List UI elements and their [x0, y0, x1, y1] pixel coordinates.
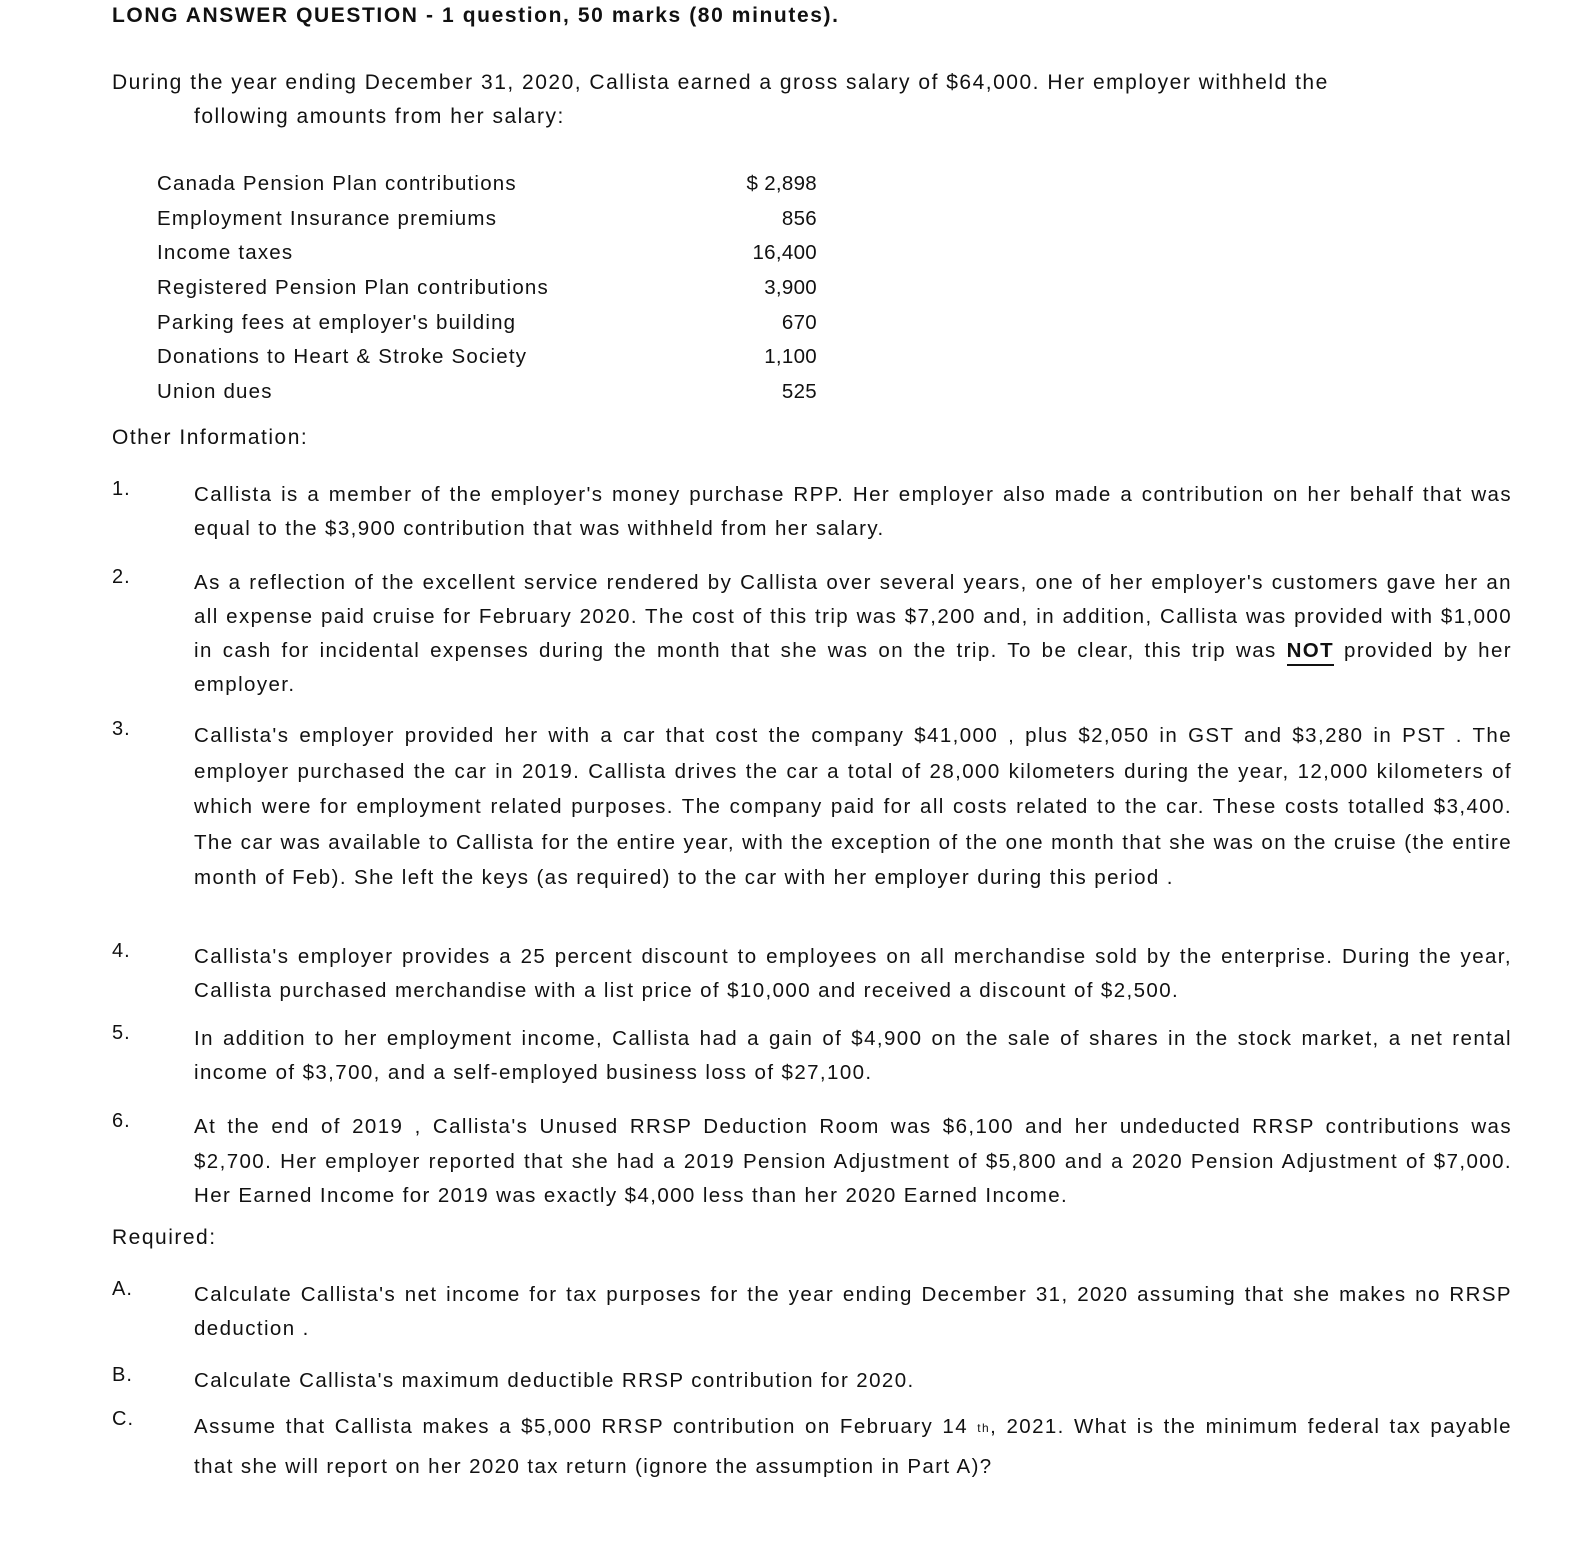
- item-text-part: , 2021. What is the minimum federal tax payable that she will report on her 2020 tax return (ignore the assumption in Part A)?: [194, 1415, 1512, 1478]
- required-label: Required:: [112, 1226, 217, 1249]
- item-text-part: Assume that Callista makes a $5,000 RRSP contribution on February 14: [194, 1415, 978, 1438]
- withholding-row: [157, 239, 817, 274]
- withholding-amount: 16,400: [752, 241, 817, 265]
- other-information-label: Other Information:: [112, 426, 309, 449]
- withholdings-table: [157, 170, 817, 413]
- item-letter: B.: [112, 1364, 133, 1386]
- withholding-amount: 525: [781, 380, 817, 404]
- item-letter: A.: [112, 1278, 133, 1300]
- withholding-label: Canada Pension Plan contributions: [157, 172, 517, 195]
- intro-line-2: following amounts from her salary:: [194, 105, 565, 128]
- emphasis-not: NOT: [1287, 639, 1334, 666]
- withholding-label: Parking fees at employer's building: [157, 310, 517, 334]
- item-number: 1.: [112, 478, 131, 500]
- item-text: Callista is a member of the employer's money purchase RPP. Her employer also made a contribution on her behalf that was equal to the $3,900 contribution that was withheld from her salary.: [194, 483, 1512, 540]
- ordinal-suffix: th: [977, 1421, 991, 1435]
- withholding-amount: 1,100: [764, 345, 817, 369]
- item-number: 2.: [112, 566, 131, 588]
- item-text: At the end of 2019 , Callista's Unused RRSP Deduction Room was $6,100 and her undeducted RRSP contributions was $2,700. Her employer reported that she had a 2019 Pension Adjustment of $5,800 and a 2020 Pension Adjustment of $7,000. Her Earned Income for 2019 was exactly $4,000 less than her 2020 Earned Income.: [194, 1115, 1512, 1207]
- withholding-label: Income taxes: [157, 241, 294, 265]
- withholding-amount: 3,900: [764, 276, 817, 300]
- item-text: [194, 566, 1512, 702]
- withholding-label: Donations to Heart & Stroke Society: [157, 345, 528, 369]
- item-text: Callista's employer provides a 25 percent discount to employees on all merchandise sold by the enterprise. During the year, Callista purchased merchandise with a list price of $10,000 and received a discount of $2,500.: [194, 945, 1512, 1002]
- item-text: Calculate Callista's maximum deductible RRSP contribution for 2020.: [194, 1369, 915, 1392]
- item-letter: C.: [112, 1408, 134, 1430]
- withholding-row: [157, 309, 817, 344]
- withholding-amount: $ 2,898: [746, 172, 817, 195]
- item-text-part: As a reflection of the excellent service rendered by Callista over several years, one of her employer's customers gave her an all expense paid cruise for February 2020. The cost of this trip was $7,200 and, in addition, Callista was provided with $1,000 in cash for incidental expenses during the month that she was on the trip. To be clear, this trip was: [194, 571, 1512, 662]
- withholding-row: [157, 170, 817, 205]
- withholding-row: [157, 378, 817, 413]
- withholding-row: [157, 343, 817, 378]
- withholding-row: [157, 205, 817, 240]
- withholding-amount: 670: [781, 310, 817, 334]
- item-text: [194, 1408, 1512, 1485]
- withholding-label: Registered Pension Plan contributions: [157, 276, 549, 300]
- question-heading: LONG ANSWER QUESTION - 1 question, 50 marks (80 minutes).: [112, 4, 840, 27]
- withholding-label: Employment Insurance premiums: [157, 206, 498, 230]
- item-text: Calculate Callista's net income for tax purposes for the year ending December 31, 2020 assuming that she makes no RRSP deduction .: [194, 1283, 1512, 1340]
- item-text: Callista's employer provided her with a car that cost the company $41,000 , plus $2,050 in GST and $3,280 in PST . The employer purchased the car in 2019. Callista drives the car a total of 28,000 kilometers during the year, 12,000 kilometers of which were for employment related purposes. The company paid for all costs related to the car. These costs totalled $3,400. The car was available to Callista for the entire year, with the exception of the one month that she was on the cruise (the entire month of Feb). She left the keys (as required) to the car with her employer during this period .: [194, 724, 1512, 889]
- item-number: 3.: [112, 718, 131, 740]
- withholding-label: Union dues: [157, 380, 273, 404]
- withholding-amount: 856: [781, 206, 817, 230]
- item-text: In addition to her employment income, Callista had a gain of $4,900 on the sale of shares in the stock market, a net rental income of $3,700, and a self-employed business loss of $27,100.: [194, 1027, 1512, 1084]
- item-text-part: provided by her employer.: [194, 639, 1512, 696]
- item-number: 6.: [112, 1110, 131, 1132]
- intro-line-1: During the year ending December 31, 2020, Callista earned a gross salary of $64,000. Her employer withheld the: [112, 71, 1329, 94]
- item-number: 5.: [112, 1022, 131, 1044]
- withholding-row: [157, 274, 817, 309]
- item-number: 4.: [112, 940, 131, 962]
- intro-paragraph: [112, 66, 1512, 134]
